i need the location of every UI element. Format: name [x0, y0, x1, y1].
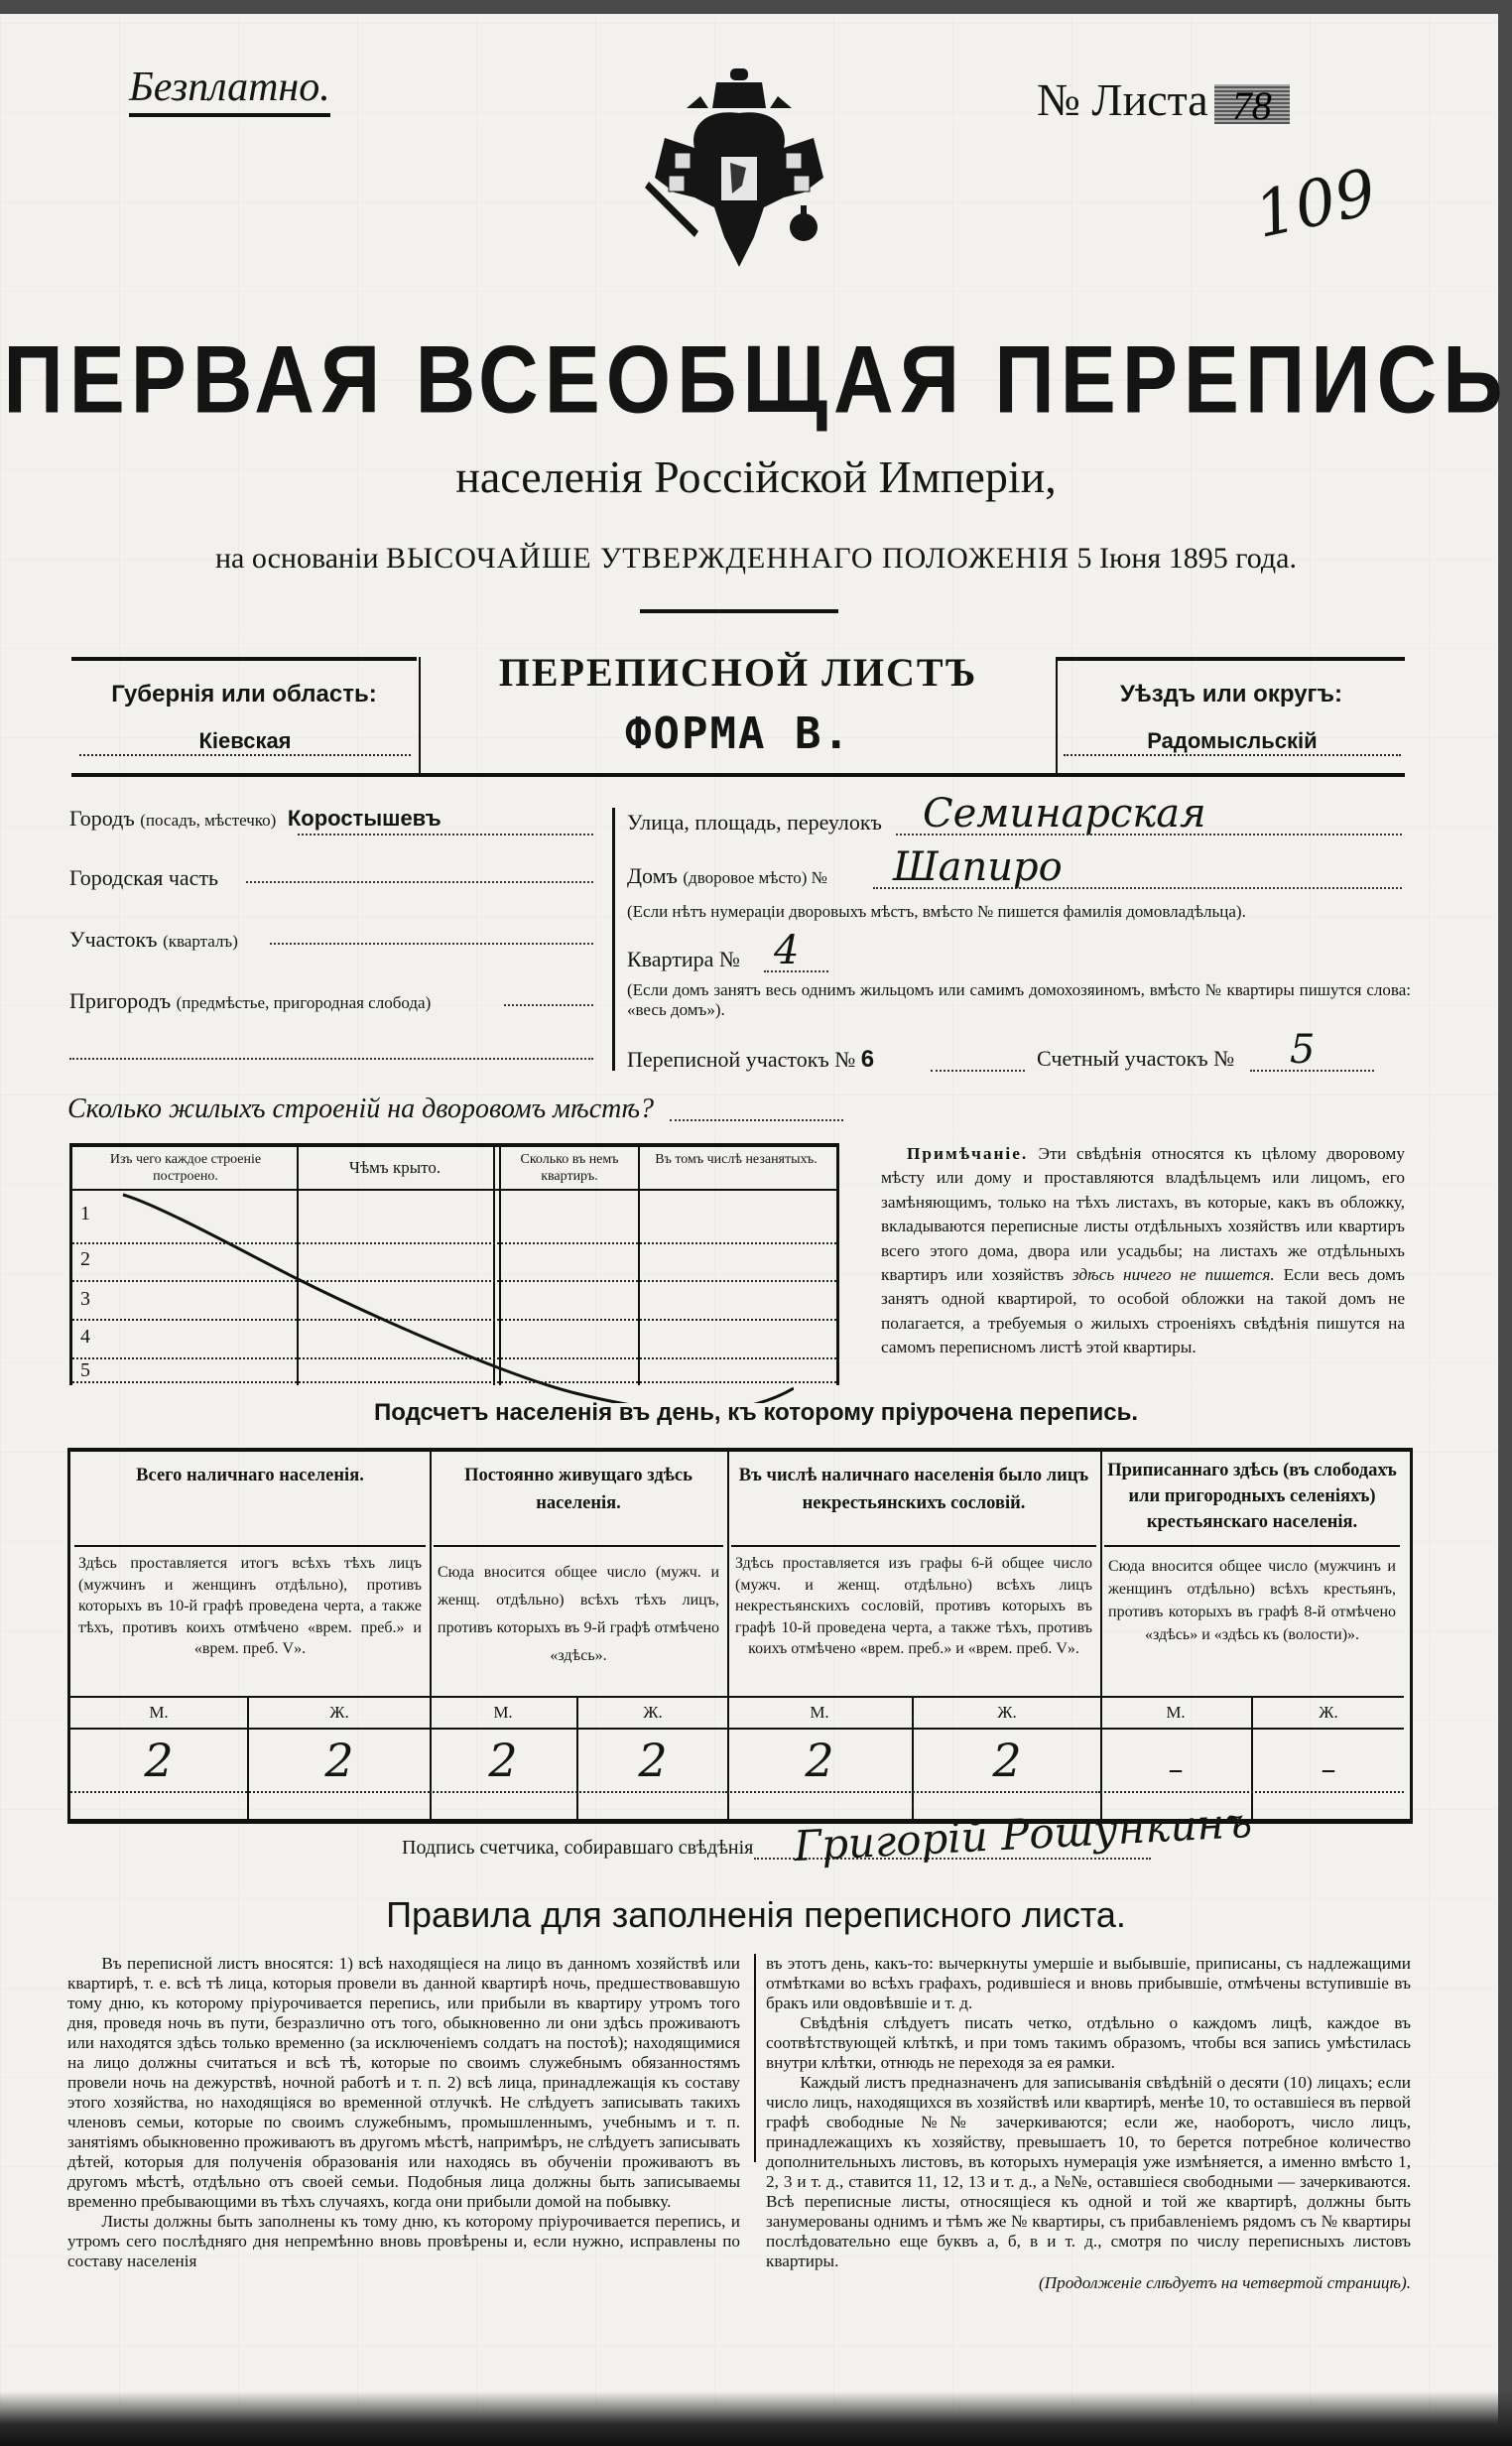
note-heading: Примѣчаніе. — [906, 1144, 1029, 1163]
column-description: Сюда вносится общее число (мужчинъ и женщинъ отдѣльно) всѣхъ крестьянъ, противъ которыхъ въ графѣ 8-й отмѣчено «здѣсь» и «здѣсь къ (волости)». — [1108, 1558, 1396, 1643]
buildings-note — [881, 1142, 1405, 1360]
male-label: М. — [1166, 1703, 1186, 1722]
city-label: Городъ — [69, 806, 135, 831]
census-district-field[interactable] — [931, 1070, 1025, 1072]
house-row — [627, 863, 827, 889]
suburb-row — [69, 988, 431, 1014]
city-part-field[interactable] — [246, 881, 593, 883]
precinct-row — [69, 927, 238, 953]
rules-left-column — [67, 1954, 740, 2271]
female-label: Ж. — [997, 1703, 1017, 1722]
female-count-field[interactable]: 2 — [992, 1734, 1022, 1787]
count-district-field[interactable] — [1250, 1070, 1374, 1072]
precinct-hint: (кварталъ) — [163, 932, 238, 951]
count-district-row — [1037, 1046, 1234, 1072]
house-field[interactable] — [873, 887, 1402, 889]
divider — [1056, 657, 1058, 774]
suburb-extra-line[interactable] — [69, 1058, 593, 1060]
precinct-label: Участокъ — [69, 927, 158, 952]
city-hint: (посадъ, мѣстечко) — [140, 811, 277, 830]
male-label: М. — [493, 1703, 513, 1722]
sheet-number-label: № Листа — [1037, 74, 1208, 125]
census-district-value: 6 — [860, 1046, 875, 1073]
note-text: Эти свѣдѣнія относятся къ цѣлому дворовому мѣсту или дому и проставляются владѣльцемъ или лицомъ, его замѣняющимъ, только на тѣхъ листахъ, въ которые, какъ въ обложку, вкладываются переписные листы отдѣльныхъ хозяйствъ или квартиръ всего этого дома, двора или усадьбы; на листахъ же отдѣльныхъ квартиръ или хозяйствъ — [881, 1144, 1405, 1285]
male-count-field[interactable]: 2 — [144, 1734, 174, 1787]
signature-label: Подпись счетчика, собиравшаго свѣдѣнія — [402, 1837, 754, 1859]
column-description: Здѣсь проставляется изъ графы 6-й общее число (мужч. и женщ. отдѣльно) всѣхъ лицъ некрестьянскихъ сословій, противъ которыхъ въ графѣ 10-й проведена черта, а также тѣхъ, противъ коихъ отмѣчено «врем. преб.» и «врем. преб. V». — [735, 1555, 1092, 1657]
divider — [640, 609, 838, 613]
imperial-eagle-emblem-icon — [635, 68, 843, 267]
row-number: 1 — [80, 1203, 90, 1224]
rules-paragraph: Въ переписной листъ вносятся: 1) всѣ находящіеся на лицо въ данномъ хозяйствѣ или квартирѣ, т. е. всѣ тѣ лица, которыя провели въ данной квартирѣ ночь, предшествовавшую тому дню, къ которому пріурочивается перепись, или прибыли въ квартиру утромъ того дня, проведя ночь въ пути, безразлично отъ того, обыкновенно ли они здѣсь проживаютъ или находятся здѣсь только временно (за исключеніемъ солдатъ на постоѣ); находящимися на лицо должны считаться и всѣ тѣ, которые по своимъ служебнымъ обязанностямъ провели ночь на дежурствѣ, ночной работѣ и т. п. 2) всѣ лица, принадлежащія къ составу этого хозяйства, но находящіяся во временной отлучкѣ. Не слѣдуетъ записывать такихъ членовъ семьи, которые по своимъ служебнымъ, промышленнымъ, учебнымъ и т. п. занятіямъ обыкновенно проживаютъ въ другомъ мѣстѣ, напримѣръ, не слѣдуетъ записывать дѣтей, которыя для полученія образованія или находясь въ обученіи проживаютъ въ другомъ мѣстѣ, отдѣльно отъ своей семьи. Подобныя лица должны быть записываемы временно пребывающими въ тѣхъ случаяхъ, когда они прибыли домой на побывку. — [67, 1954, 740, 2211]
census-district-label: Переписной участокъ № — [627, 1047, 856, 1072]
city-field[interactable] — [298, 834, 593, 836]
row-number: 2 — [80, 1248, 90, 1270]
apartment-value: 4 — [774, 928, 800, 973]
strike-through-line — [99, 1185, 794, 1403]
count-district-label: Счетный участокъ № — [1037, 1046, 1235, 1071]
street-label: Улица, площадь, переулокъ — [627, 810, 882, 835]
column-heading: Постоянно живущаго здѣсь населенія. — [464, 1466, 693, 1513]
census-form-page — [0, 14, 1509, 2435]
province-label: Губернія или область: — [111, 681, 377, 708]
divider — [71, 657, 417, 661]
buildings-header-roof: Чѣмъ крыто. — [348, 1158, 441, 1177]
divider — [754, 1954, 756, 2162]
column-description: Здѣсь проставляется итогъ всѣхъ тѣхъ лицъ (мужчинъ и женщинъ отдѣльно), противъ которыхъ въ 10-й графѣ проведена черта, а также тѣхъ, противъ коихъ отмѣчено «врем. преб.» и «врем. преб. V». — [78, 1555, 422, 1657]
precinct-field[interactable] — [270, 943, 593, 945]
rules-paragraph: Свѣдѣнія слѣдуетъ писать четко, отдѣльно о каждомъ лицѣ, каждое въ соотвѣтствующей клѣткѣ, и при томъ такимъ образомъ, чтобы вся запись умѣстилась внутри клѣтки, отнюдь не переходя за ея рамки. — [766, 2013, 1411, 2072]
apartment-label: Квартира № — [627, 947, 740, 971]
subtitle: населенія Россійской Имперіи, — [455, 451, 1057, 502]
buildings-answer-field[interactable] — [670, 1119, 843, 1121]
rules-paragraph: Листы должны быть заполнены къ тому дню, къ которому пріурочивается перепись, и утромъ сего послѣдняго дня непремѣнно вновь провѣрены и, если нужно, исправлены по составу населенія — [67, 2212, 740, 2270]
male-label: М. — [149, 1703, 169, 1722]
rules-paragraph: въ этотъ день, какъ-то: вычеркнуты умершіе и выбывшіе, приписаны, съ надлежащими отмѣтками во всѣхъ графахъ, родившіеся и вновь прибывшіе, отмѣчены вступившіе въ бракъ или овдовѣвшіе и т. д. — [766, 1954, 1411, 2012]
apartment-field[interactable] — [764, 970, 828, 972]
note-text-2: Если весь домъ занятъ одной квартирой, то особой обложки на такой домъ не полагается, а требуемыя о жилыхъ строеніяхъ свѣдѣнія пишутся на самомъ переписномъ листѣ этой квартиры. — [881, 1265, 1405, 1357]
female-count-field[interactable]: 2 — [638, 1734, 668, 1787]
female-count-field[interactable]: 2 — [324, 1734, 354, 1787]
divider — [612, 808, 615, 1071]
form-subtitle: ФОРМА В. — [625, 708, 851, 759]
house-label: Домъ — [627, 863, 678, 888]
buildings-header-apartments: Сколько въ немъ квартиръ. — [520, 1152, 619, 1184]
population-title: Подсчетъ населенія въ день, къ которому пріурочена перепись. — [374, 1399, 1138, 1426]
suburb-field[interactable] — [504, 1004, 593, 1006]
sheet-number — [1037, 73, 1290, 129]
legal-basis — [0, 542, 1512, 576]
apartment-row — [627, 947, 740, 972]
street-field[interactable] — [896, 834, 1402, 836]
legal-basis-prefix: на основаніи — [214, 542, 379, 575]
street-row — [627, 810, 882, 836]
house-hint: (дворовое мѣсто) № — [683, 868, 827, 887]
province-field[interactable]: Кіевская — [79, 728, 411, 756]
female-count-field[interactable]: – — [1321, 1752, 1336, 1787]
signature-value: Григорій Рошункинъ — [793, 1797, 1254, 1871]
population-column-total — [70, 1452, 432, 1819]
sheet-number-value: 78 — [1231, 83, 1272, 129]
column-description: Сюда вносится общее число (мужч. и женщ. отдѣльно) всѣхъ тѣхъ лицъ, противъ которыхъ въ 9-й графѣ отмѣчено «здѣсь». — [438, 1564, 719, 1664]
continued-note: (Продолженіе слѣдуетъ на четвертой страницѣ). — [1039, 2273, 1411, 2292]
rules-paragraph: Каждый листъ предназначенъ для записыванія свѣдѣній о десяти (10) лицахъ; если число лицъ, находящихся въ хозяйствѣ или квартирѣ, менѣе 10, то оставшіеся въ первой графѣ свободные №№ зачеркиваются; если же, наоборотъ, число лицъ, принадлежащихъ къ хозяйству, превышаетъ 10, то берется потребное количество дополнительныхъ листовъ, въ которыхъ нумерація уже измѣняется, а именно вмѣсто 1, 2, 3 и т. д., ставится 11, 12, 13 и т. д., а №№, оставшіеся свободными — зачеркиваются. Всѣ переписные листы, относящіеся къ одной и той же квартирѣ, должны быть занумерованы однимъ и тѣмъ же № квартиры, съ прибавленіемъ рядомъ съ № квартиры послѣдовательно еще буквъ а, б, в и т. д., смотря по числу переписныхъ листовъ квартиры. — [766, 2073, 1411, 2270]
suburb-label: Пригородъ — [69, 988, 172, 1013]
city-part-label: Городская часть — [69, 865, 219, 890]
form-title: ПЕРЕПИСНОЙ ЛИСТЪ — [498, 650, 978, 695]
census-district-row — [627, 1046, 874, 1074]
male-count-field[interactable]: – — [1168, 1752, 1184, 1787]
male-count-field[interactable]: 2 — [488, 1734, 518, 1787]
row-number: 3 — [80, 1288, 90, 1310]
buildings-header-vacant: Въ томъ числѣ незанятыхъ. — [655, 1152, 818, 1167]
folio-number: 109 — [1248, 156, 1383, 253]
district-field[interactable]: Радомысльскій — [1064, 728, 1401, 756]
female-label: Ж. — [643, 1703, 663, 1722]
legal-basis-date: 5 Іюня 1895 года. — [1076, 542, 1297, 575]
column-heading: Въ числѣ наличнаго населенія было лицъ некрестьянскихъ сословій. — [738, 1466, 1089, 1513]
suburb-hint: (предмѣстье, пригородная слобода) — [176, 993, 432, 1012]
house-note: (Если нѣтъ нумераціи дворовыхъ мѣстъ, вмѣсто № пишется фамилія домовладѣльца). — [627, 902, 1246, 921]
note-italic: здѣсь ничего не пишется. — [1071, 1265, 1275, 1285]
rules-right-column — [766, 1954, 1411, 2293]
buildings-header-material: Изъ чего каждое строеніе построено. — [109, 1152, 262, 1184]
column-heading: Приписаннаго здѣсь (въ слободахъ или пригородныхъ селеніяхъ) крестьянскаго населенія. — [1107, 1461, 1397, 1532]
legal-basis-caps: ВЫСОЧАЙШЕ УТВЕРЖДЕННАГО ПОЛОЖЕНІЯ — [386, 542, 1070, 575]
scan-edge-shadow — [0, 2391, 1512, 2446]
sheet-number-stamp — [1214, 83, 1290, 129]
buildings-question: Сколько жилыхъ строеній на дворовомъ мѣстѣ? — [67, 1094, 655, 1124]
column-heading: Всего наличнаго населенія. — [136, 1466, 364, 1485]
female-label: Ж. — [1319, 1703, 1338, 1722]
count-district-value: 5 — [1290, 1027, 1316, 1073]
population-table — [67, 1448, 1413, 1824]
house-value: Шапиро — [893, 844, 1063, 890]
population-column-peasant — [1100, 1452, 1404, 1819]
apartment-note: (Если домъ занятъ весь однимъ жильцомъ или самимъ домохозяиномъ, вмѣсто № квартиры пишутся слова: «весь домъ»). — [627, 980, 1411, 1019]
population-column-permanent — [430, 1452, 729, 1819]
row-number: 4 — [80, 1326, 90, 1348]
street-value: Семинарская — [923, 791, 1206, 837]
free-of-charge-label: Безплатно. — [129, 64, 330, 117]
male-count-field[interactable]: 2 — [805, 1734, 834, 1787]
female-label: Ж. — [329, 1703, 349, 1722]
city-value: Коростышевъ — [287, 806, 441, 831]
rules-title: Правила для заполненія переписного листа. — [386, 1894, 1126, 1935]
main-title: ПЕРВАЯ ВСЕОБЩАЯ ПЕРЕПИСЬ — [3, 324, 1509, 433]
male-label: М. — [810, 1703, 829, 1722]
population-column-non-peasant — [727, 1452, 1102, 1819]
city-row — [69, 806, 441, 832]
divider — [71, 773, 1405, 777]
row-number: 5 — [80, 1359, 90, 1381]
district-label: Уѣздъ или округъ: — [1119, 681, 1343, 708]
divider — [1058, 657, 1405, 661]
